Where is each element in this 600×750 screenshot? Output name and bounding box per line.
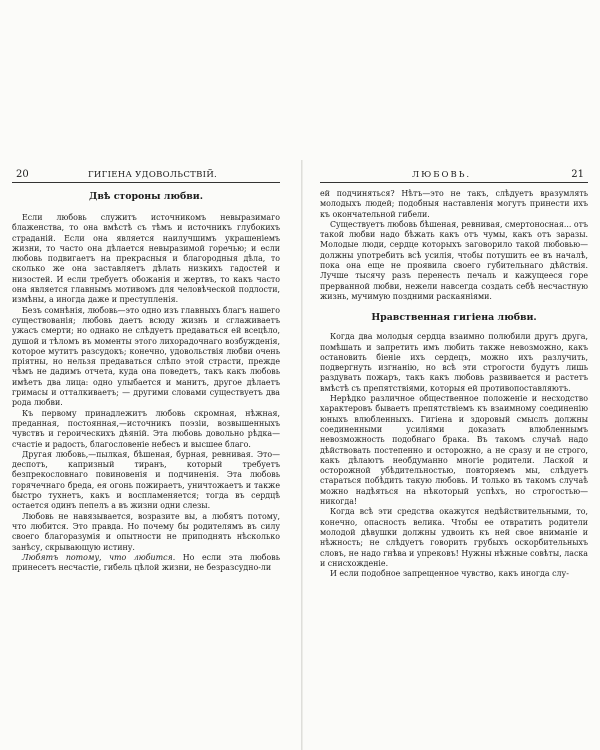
paragraph: Существуетъ любовь бѣшеная, ревнивая, смертоносная... отъ такой любви надо бѣжать какъ отъ чумы, какъ отъ заразы. Молодые люди, сердце которыхъ заговорило такой любовью—должны употребить всѣ усилія, чтобы потушить ее въ началѣ, пока она еще не проявила своего губительнаго дѣйствія. Лучше тысячу разъ перенесть печаль и кажущееся горе прерванной любви, нежели навсегда создать себѣ несчастную жизнь, мучимую поздними раскаяніями. — [320, 219, 588, 301]
italic-phrase: Любятъ потому, что любится. — [22, 552, 176, 562]
left-page-header — [12, 168, 280, 183]
left-page-number: 20 — [16, 169, 29, 180]
paragraph: Если любовь служитъ источникомъ невыразимаго блаженства, то она вмѣстѣ съ тѣмъ и источникъ глубокихъ страданій. Если она является наилучшимъ украшеніемъ жизни, то часто она дѣлается невыразимой горечью; и если любовь подвигаетъ на прекрасныя и благородныя дѣла, то сколько же она заставляетъ дѣлать низкихъ гадостей и низостей. И если требуетъ обожанія и жертвъ, то какъ часто она является главнымъ мотивомъ для человѣческой подлости, измѣны, а иногда даже и преступленія. — [12, 213, 280, 305]
right-page — [320, 168, 588, 579]
page-gutter — [301, 160, 303, 750]
left-page — [12, 168, 280, 573]
paragraph: Когда всѣ эти средства окажутся недѣйствительными, то, конечно, опасность велика. Чтобы ее отвратить родители молодой дѣвушки должны удвоить къ ней свое вниманіе и нѣжность; не слѣдуетъ говорить грубыхъ оскорбительныхъ словъ, не надо гнѣва и упрековъ! Нужны нѣжные совѣты, ласка и снисхожденіе. — [320, 507, 588, 568]
paragraph: Другая любовь,—пылкая, бѣшеная, бурная, ревнивая. Это—деспотъ, капризный тиранъ, который требуетъ безпрекословнаго повиновенія и подчиненія. Эта любовь горячечнаго бреда, ея огонь пожираетъ, уничтожаетъ и также быстро тухнетъ, какъ и воспламеняется; тогда въ сердцѣ остается одинъ пепелъ а въ жизни одни слезы. — [12, 449, 280, 511]
paragraph: Любовь не навязывается, возразите вы, а любятъ потому, что любится. Это правда. Но почему бы родителямъ въ силу своего благоразумія и опытности не приподнять нѣсколько занѣсу, скрывающую истину. — [12, 511, 280, 552]
paragraph-last — [12, 553, 280, 574]
left-running-title: ГИГІЕНА УДОВОЛЬСТВІЙ. — [88, 170, 218, 180]
section-title-moral-hygiene: Нравственная гигіена любви. — [371, 312, 537, 324]
right-page-number: 21 — [571, 169, 584, 180]
right-running-title: ЛЮБОВЬ. — [412, 170, 472, 180]
section-title-two-sides: Двѣ стороны любви. — [88, 191, 203, 202]
paragraph-last-text: Но если эта любовь принесетъ несчастіе, гибель цѣлой жизни, не безразсудно-ли — [12, 552, 280, 573]
paragraph: Безъ сомнѣнія, любовь—это одно изъ главныхъ благъ нашего существованія; любовь даетъ всюду жизнь и сглаживаетъ ужасъ смерти; но однако не слѣдуетъ предаваться ей всецѣло, душой и тѣломъ въ моменты этого лихорадочнаго возбужденія, которое мутитъ разсудокъ; конечно, удовольствія любви очень пріятны, но нельзя предаваться слѣпо этой страсти, прежде чѣмъ не дадимъ отчета, куда она поведетъ, такъ какъ любовь имѣетъ два лица: одно улыбается и манитъ, другое дѣлаетъ гримасы и отталкиваетъ; — другими словами существуетъ два рода любви. — [12, 305, 280, 408]
paragraph: Къ первому принадлежитъ любовь скромная, нѣжная, преданная, постоянная,—источникъ поэзіи, возвышенныхъ чувствъ и героическихъ дѣяній. Эта любовь довольно рѣдка—счастіе и радость, благословеніе небесъ и высшее благо. — [12, 408, 280, 449]
paragraph: И если подобное запрещенное чувство, какъ иногда слу- — [330, 569, 569, 579]
paragraph: Нерѣдко различное общественное положеніе и несходство характеровъ бываетъ препятствіемъ къ взаимному соединенію юныхъ влюбленныхъ. Гигіена и здоровый смыслъ должны соединенными усиліями доказать влюбленнымъ невозможность подобнаго брака. Въ такомъ случаѣ надо дѣйствовать постепенно и осторожно, а не сразу и не строго, какъ дѣлаютъ необдуманно многіе родители. Лаской и осторожной убѣдительностью, повторяемъ мы, слѣдуетъ стараться побѣдить такую любовь. И только въ такомъ случаѣ можно надѣяться на нѣкоторый успѣхъ, но строгостью—никогда! — [320, 394, 588, 507]
paragraph: Когда два молодыя сердца взаимно полюбили другъ друга, помѣшать и запретить имъ любить также невозможно, какъ остановить біеніе ихъ сердецъ, можно ихъ разлучить, подвергнуть изгнанію, но всѣ эти строгости будутъ лишь раздувать пожаръ, такъ какъ любовь развивается и растетъ вмѣстѣ съ препятствіями, которыя ей противопоставляютъ. — [320, 332, 588, 393]
right-page-header — [320, 168, 588, 183]
continuation-paragraph: ей подчиняться? Нѣтъ—это не такъ, слѣдуетъ вразумлять молодыхъ людей; подобныя наставленія могутъ принести ихъ къ окончательной гибели. — [320, 189, 588, 219]
